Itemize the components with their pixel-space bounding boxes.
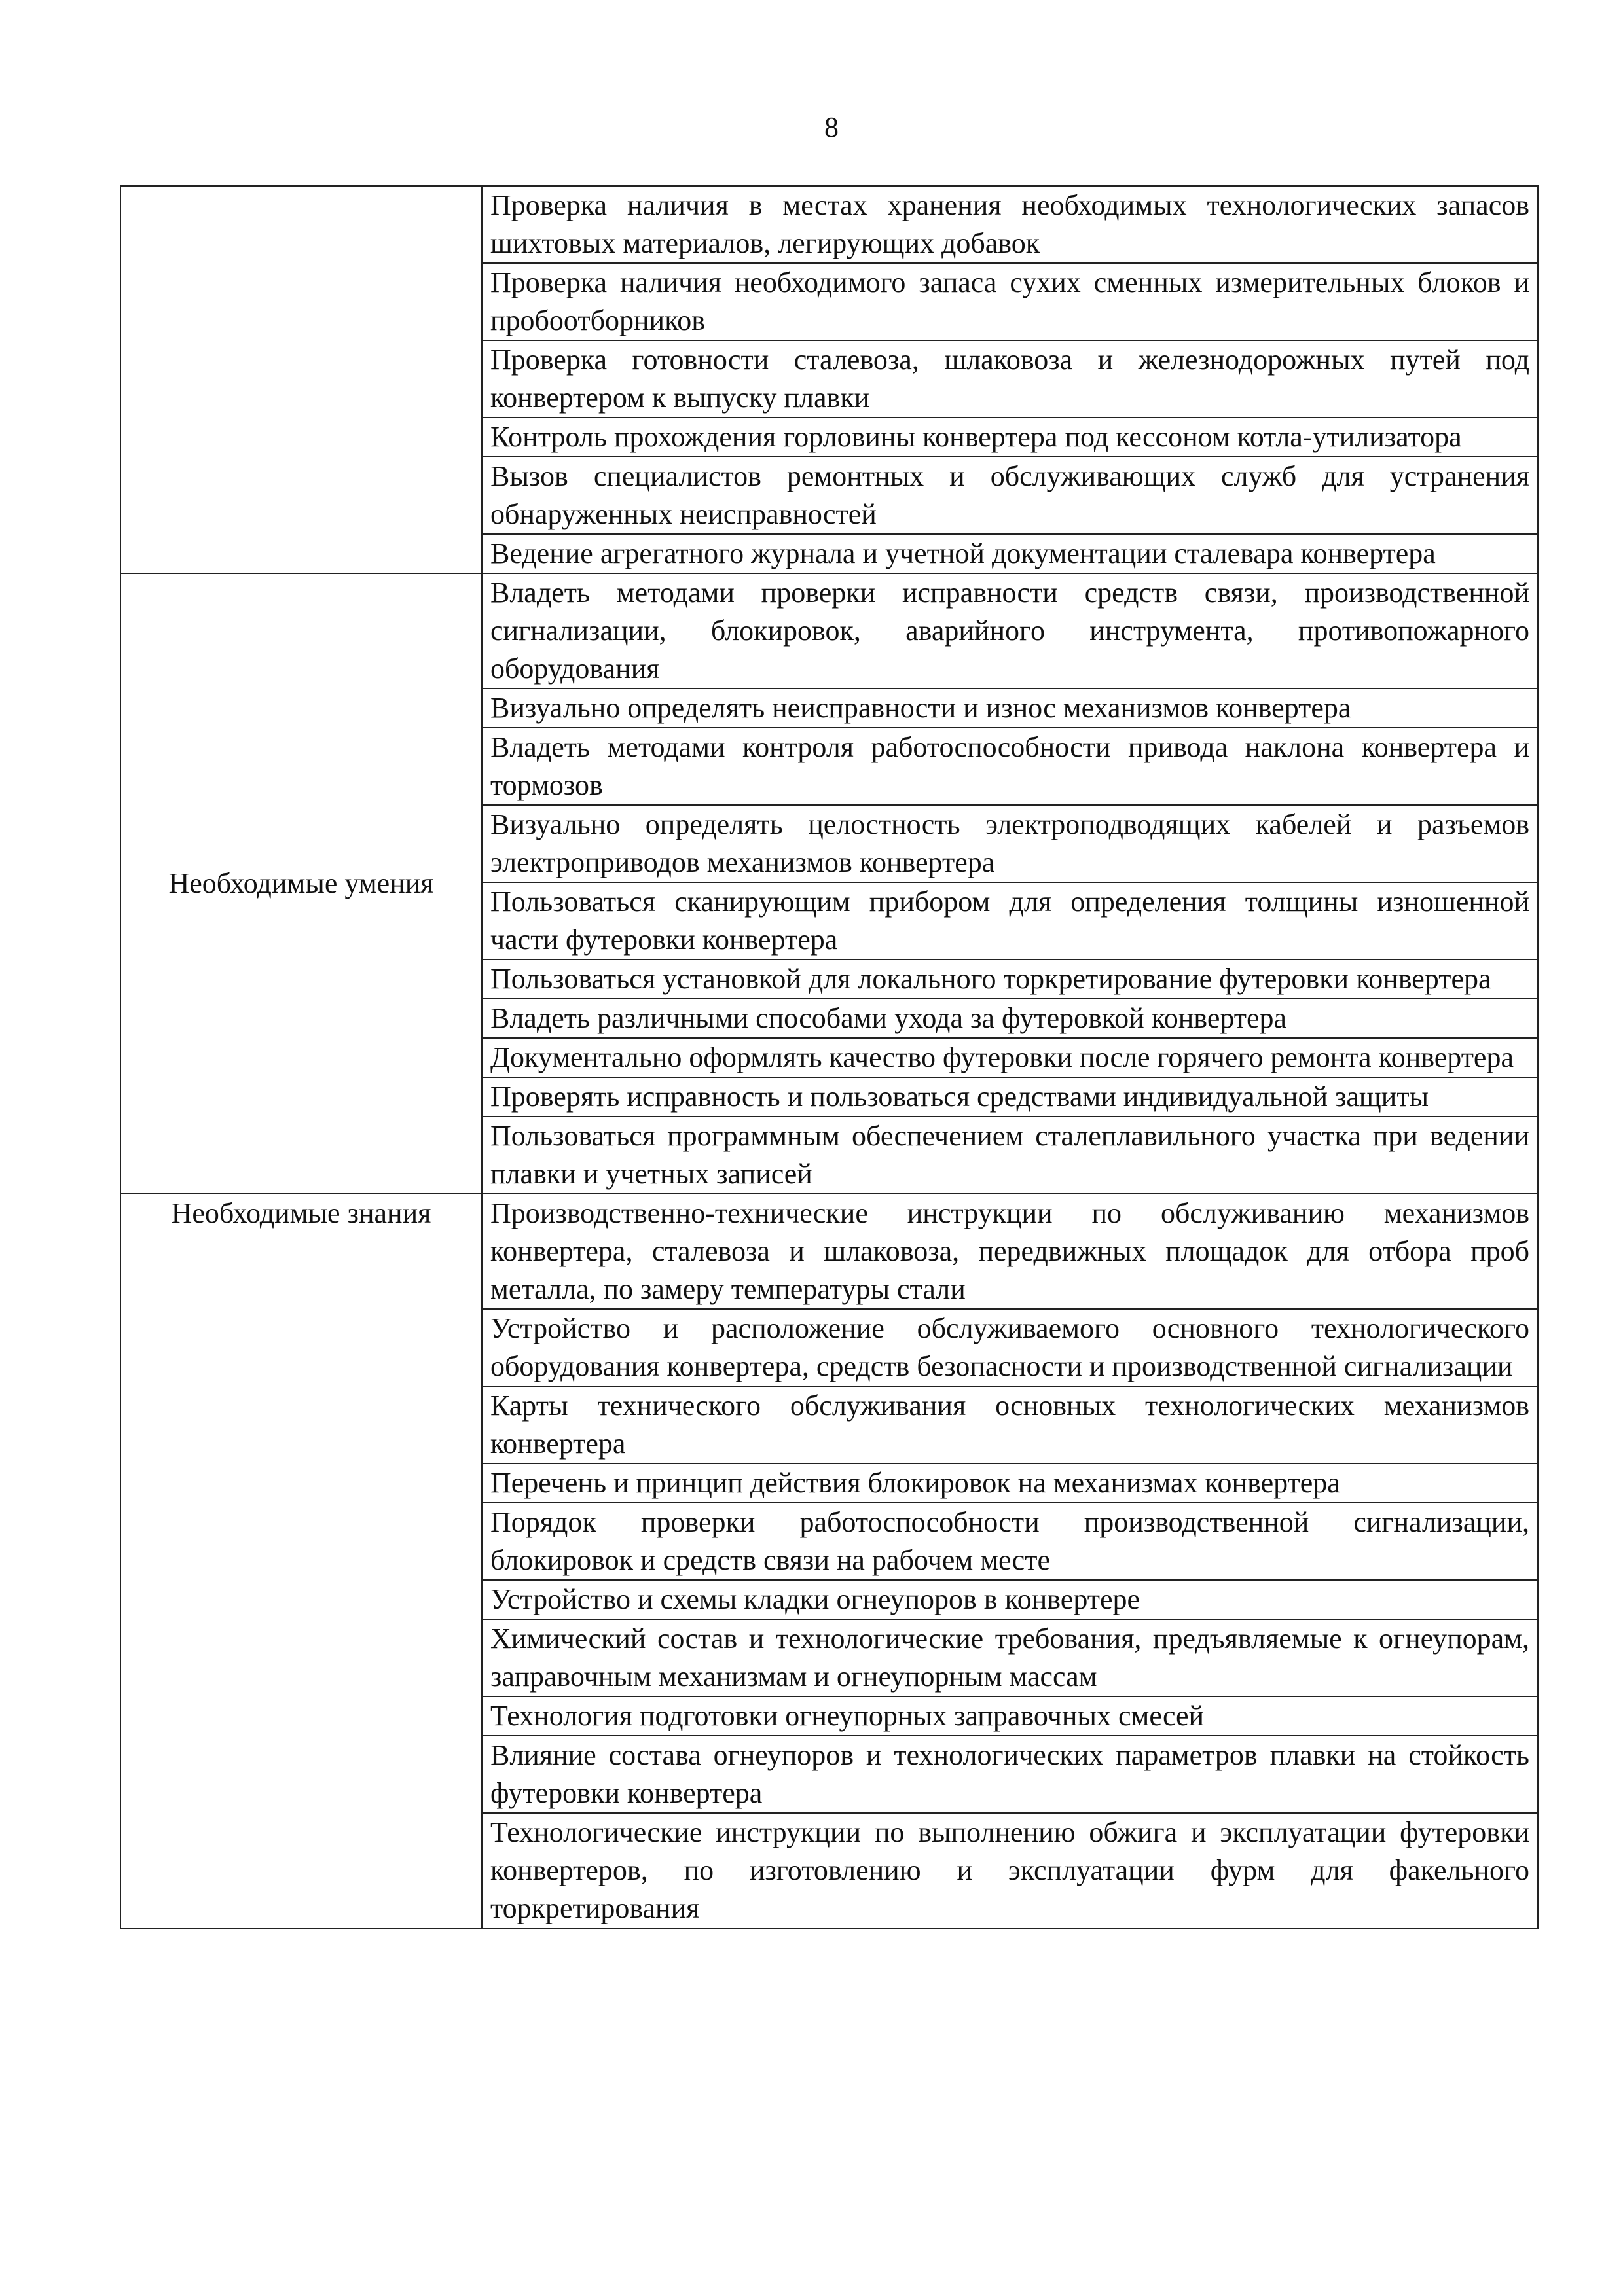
- table-cell-item: Технология подготовки огнеупорных заправочных смесей: [482, 1696, 1538, 1736]
- section-title: Необходимые умения: [120, 573, 482, 1194]
- section-title: [120, 186, 482, 573]
- table-cell-item: Пользоваться программным обеспечением сталеплавильного участка при ведении плавки и учетных записей: [482, 1117, 1538, 1194]
- table-cell-item: Владеть методами контроля работоспособности привода наклона конвертера и тормозов: [482, 728, 1538, 805]
- table-cell-item: Влияние состава огнеупоров и технологических параметров плавки на стойкость футеровки конвертера: [482, 1736, 1538, 1813]
- table-cell-item: Проверка наличия в местах хранения необходимых технологических запасов шихтовых материалов, легирующих добавок: [482, 186, 1538, 263]
- table-body: [120, 186, 1538, 1928]
- section-title: Необходимые знания: [120, 1194, 482, 1928]
- table-cell-item: Владеть методами проверки исправности средств связи, производственной сигнализации, блокировок, аварийного инструмента, противопожарного оборудования: [482, 573, 1538, 689]
- table-cell-item: Химический состав и технологические требования, предъявляемые к огнеупорам, заправочным механизмам и огнеупорным массам: [482, 1619, 1538, 1696]
- table-cell-item: Карты технического обслуживания основных технологических механизмов конвертера: [482, 1386, 1538, 1463]
- table-row: [120, 573, 1538, 689]
- table-cell-item: Устройство и схемы кладки огнеупоров в конвертере: [482, 1580, 1538, 1619]
- table-cell-item: Производственно-технические инструкции по обслуживанию механизмов конвертера, сталевоза и шлаковоза, передвижных площадок для отбора проб металла, по замеру температуры стали: [482, 1194, 1538, 1309]
- table-cell-item: Устройство и расположение обслуживаемого основного технологического оборудования конвертера, средств безопасности и производственной сигнализации: [482, 1309, 1538, 1386]
- competency-table: [120, 185, 1539, 1929]
- table-cell-item: Проверка наличия необходимого запаса сухих сменных измерительных блоков и пробоотборников: [482, 263, 1538, 340]
- table-row: [120, 1194, 1538, 1309]
- table-cell-item: Визуально определять неисправности и износ механизмов конвертера: [482, 689, 1538, 728]
- table-cell-item: Визуально определять целостность электроподводящих кабелей и разъемов электроприводов механизмов конвертера: [482, 805, 1538, 882]
- table-cell-item: Владеть различными способами ухода за футеровкой конвертера: [482, 999, 1538, 1038]
- table-cell-item: Технологические инструкции по выполнению обжига и эксплуатации футеровки конвертеров, по изготовлению и эксплуатации фурм для факельного торкретирования: [482, 1813, 1538, 1928]
- table-cell-item: Порядок проверки работоспособности производственной сигнализации, блокировок и средств связи на рабочем месте: [482, 1503, 1538, 1580]
- table-row: [120, 186, 1538, 263]
- table-cell-item: Перечень и принцип действия блокировок на механизмах конвертера: [482, 1463, 1538, 1503]
- table-cell-item: Проверка готовности сталевоза, шлаковоза и железнодорожных путей под конвертером к выпуску плавки: [482, 340, 1538, 418]
- table-cell-item: Проверять исправность и пользоваться средствами индивидуальной защиты: [482, 1077, 1538, 1117]
- table-cell-item: Контроль прохождения горловины конвертера под кессоном котла-утилизатора: [482, 418, 1538, 457]
- table-cell-item: Пользоваться установкой для локального торкретирование футеровки конвертера: [482, 960, 1538, 999]
- page-number: 8: [824, 111, 839, 143]
- table-cell-item: Документально оформлять качество футеровки после горячего ремонта конвертера: [482, 1038, 1538, 1077]
- table-cell-item: Ведение агрегатного журнала и учетной документации сталевара конвертера: [482, 534, 1538, 573]
- table-cell-item: Пользоваться сканирующим прибором для определения толщины изношенной части футеровки конвертера: [482, 882, 1538, 960]
- table-cell-item: Вызов специалистов ремонтных и обслуживающих служб для устранения обнаруженных неисправностей: [482, 457, 1538, 534]
